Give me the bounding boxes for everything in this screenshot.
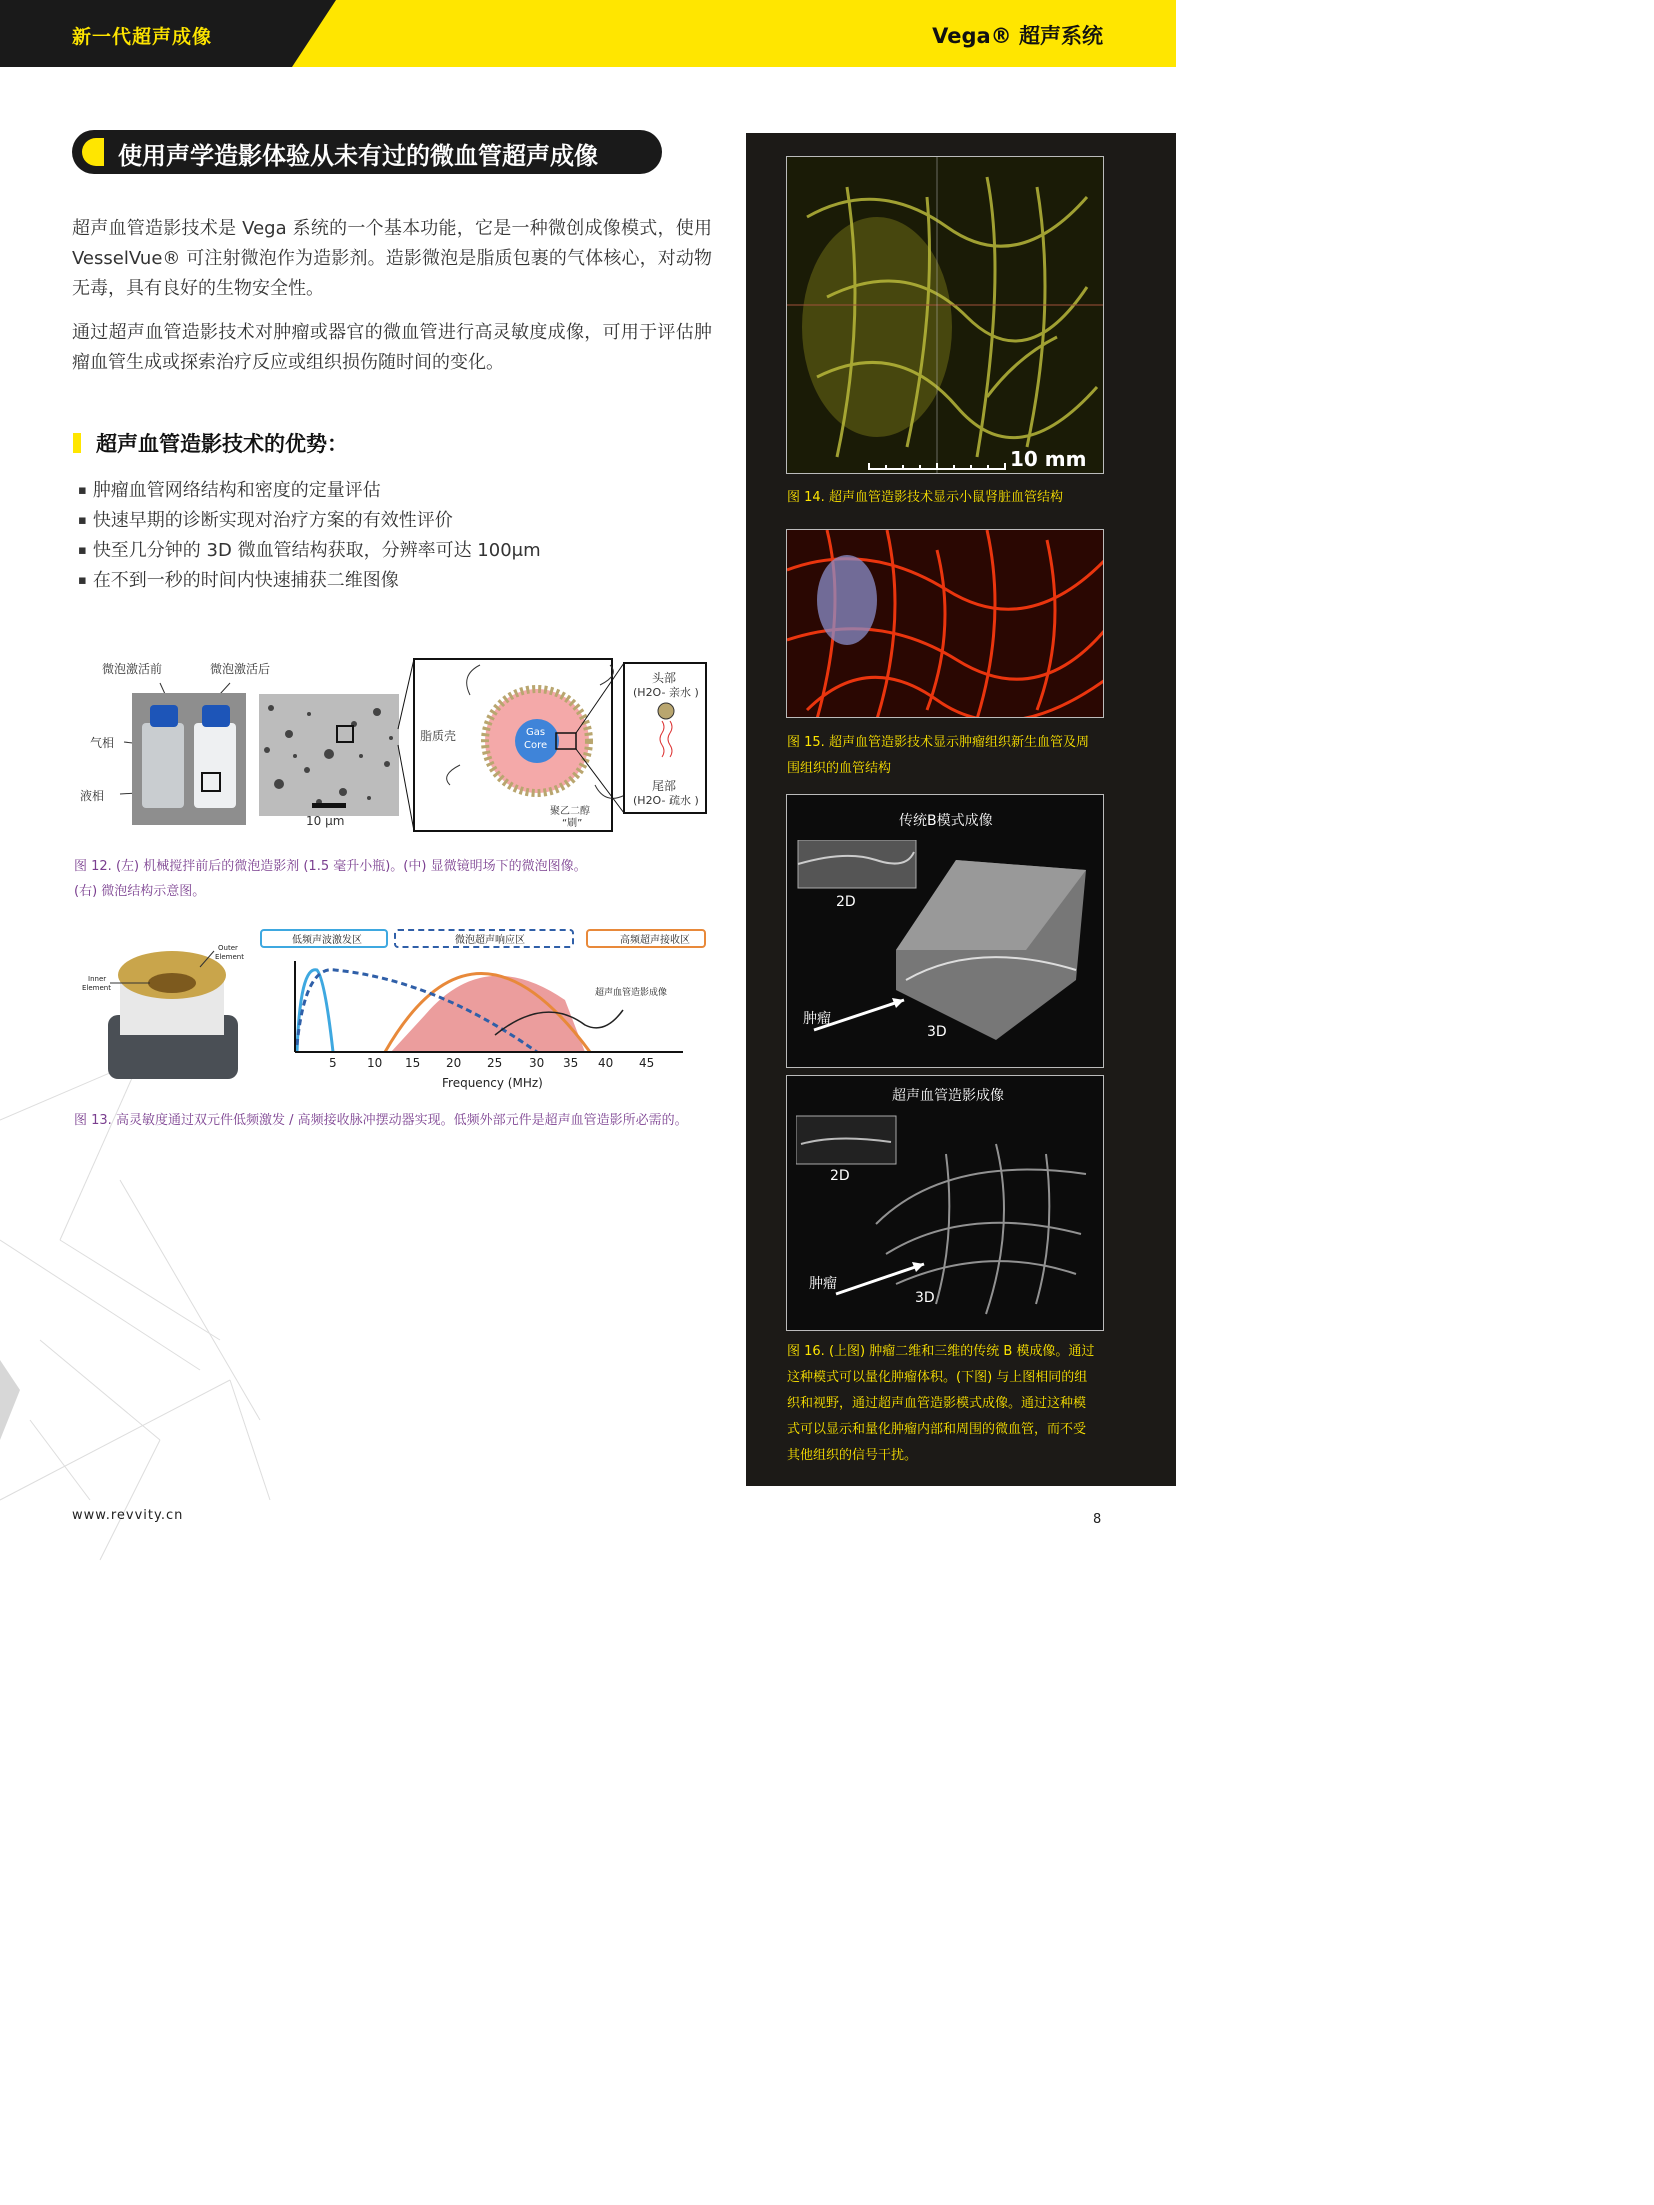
- chart-curve-label: 超声血管造影成像: [595, 988, 668, 998]
- angiography-3d-label: 3D: [915, 1290, 935, 1306]
- tumor-vessel-image: [786, 529, 1104, 718]
- footer-website: www.revvity.cn: [72, 1508, 184, 1523]
- b-mode-title: 传统B模式成像: [899, 813, 993, 829]
- vials-photo: [110, 675, 250, 827]
- advantages-heading: 超声血管造影技术的优势：: [96, 432, 348, 456]
- label-gas-phase: 气相: [90, 736, 115, 750]
- label-after-activation: 微泡激活后: [210, 662, 271, 676]
- figure-16-caption-line: 其他组织的信号干扰。: [787, 1448, 918, 1463]
- label-lipid-shell: 脂质壳: [420, 729, 457, 743]
- label-gas-core-1: Gas: [526, 727, 546, 738]
- figure-15-caption-2: 围组织的血管结构: [787, 761, 892, 776]
- figure-16-caption-line: 图 16. (上图) 肿瘤二维和三维的传统 B 模成像。通过: [787, 1344, 1095, 1359]
- figure-13-caption: 图 13. 高灵敏度通过双元件低频激发 / 高频接收脉冲摆动器实现。低频外部元件是超声血管造影所必需的。: [74, 1113, 688, 1128]
- label-liquid-phase: 液相: [80, 789, 105, 803]
- label-head-sub: (H2O- 亲水 ): [633, 686, 699, 699]
- advantage-item: ▪ 快至几分钟的 3D 微血管结构获取，分辨率可达 100μm: [78, 536, 541, 562]
- scale-bar-label: 10 μm: [306, 814, 345, 828]
- advantage-item: ▪ 在不到一秒的时间内快速捕获二维图像: [78, 566, 399, 592]
- header-left-title: 新一代超声成像: [72, 26, 213, 48]
- figure-12-caption-2: (右) 微泡结构示意图。: [74, 884, 206, 899]
- section-title-marker: [82, 138, 104, 166]
- advantages-marker: [73, 433, 81, 453]
- angiography-title: 超声血管造影成像: [892, 1088, 1004, 1104]
- angiography-2d-label: 2D: [830, 1168, 850, 1184]
- x-tick: 40: [598, 1056, 614, 1070]
- paragraph-1: 超声血管造影技术是 Vega 系统的一个基本功能，它是一种微创成像模式，使用 VesselVue® 可注射微泡作为造影剂。造影微泡是脂质包裹的气体核心，对动物无毒，具有良好的生物安全性。: [72, 218, 712, 299]
- x-tick: 25: [487, 1056, 503, 1070]
- frequency-chart: [285, 955, 685, 1055]
- kidney-vessel-image: [786, 156, 1104, 474]
- angiography-tumor-label: 肿瘤: [809, 1276, 837, 1292]
- label-gas-core-2: Core: [524, 740, 548, 751]
- page-number: 8: [1093, 1512, 1102, 1527]
- b-mode-3d-label: 3D: [927, 1024, 947, 1040]
- label-head: 头部: [652, 671, 677, 685]
- figure-16-caption-line: 织和视野，通过超声血管造影模式成像。通过这种模: [787, 1396, 1087, 1411]
- label-inner: Inner: [88, 975, 107, 983]
- figure-15-caption: 图 15. 超声血管造影技术显示肿瘤组织新生血管及周: [787, 735, 1089, 750]
- advantage-item: ▪ 快速早期的诊断实现对治疗方案的有效性评价: [78, 506, 453, 532]
- x-tick: 5: [329, 1056, 337, 1070]
- x-axis-label: Frequency (MHz): [442, 1076, 543, 1090]
- figure-12-caption: 图 12. (左) 机械搅拌前后的微泡造影剂 (1.5 毫升小瓶)。(中) 显微镜明场下的微泡图像。: [74, 859, 587, 874]
- x-tick: 30: [529, 1056, 545, 1070]
- x-tick: 35: [563, 1056, 579, 1070]
- label-outer-element: Element: [215, 953, 244, 961]
- x-tick: 15: [405, 1056, 421, 1070]
- legend-high-frequency: 高频超声接收区: [620, 935, 690, 946]
- label-before-activation: 微泡激活前: [102, 662, 163, 676]
- label-outer: Outer: [218, 944, 238, 952]
- kidney-scale-label: 10 mm: [1010, 447, 1087, 471]
- legend-bubble-response: 微泡超声响应区: [455, 935, 525, 946]
- label-tail: 尾部: [652, 779, 677, 793]
- x-tick: 45: [639, 1056, 655, 1070]
- section-title: 使用声学造影体验从未有过的微血管超声成像: [118, 142, 598, 170]
- paragraph-2: 通过超声血管造影技术对肿瘤或器官的微血管进行高灵敏度成像，可用于评估肿瘤血管生成或探索治疗反应或组织损伤随时间的变化。: [72, 322, 712, 373]
- advantage-item: ▪ 肿瘤血管网络结构和密度的定量评估: [78, 476, 381, 502]
- b-mode-2d-label: 2D: [836, 894, 856, 910]
- x-tick: 20: [446, 1056, 462, 1070]
- label-inner-element: Element: [82, 984, 111, 992]
- angiography-render: [796, 1114, 1096, 1324]
- scale-bar: [312, 803, 346, 808]
- figure-14-caption: 图 14. 超声血管造影技术显示小鼠肾脏血管结构: [787, 490, 1063, 505]
- label-tail-sub: (H2O- 疏水 ): [633, 794, 699, 807]
- label-peg: 聚乙二醇: [550, 806, 590, 817]
- header-right-title: Vega® 超声系统: [932, 24, 1103, 48]
- figure-16-caption-line: 这种模式可以量化肿瘤体积。(下图) 与上图相同的组: [787, 1370, 1088, 1385]
- b-mode-tumor-label: 肿瘤: [803, 1011, 831, 1027]
- x-tick: 10: [367, 1056, 383, 1070]
- legend-low-frequency: 低频声波激发区: [292, 935, 362, 946]
- figure-16-caption-line: 式可以显示和量化肿瘤内部和周围的微血管，而不受: [787, 1422, 1087, 1437]
- label-brush: “刷”: [562, 818, 583, 829]
